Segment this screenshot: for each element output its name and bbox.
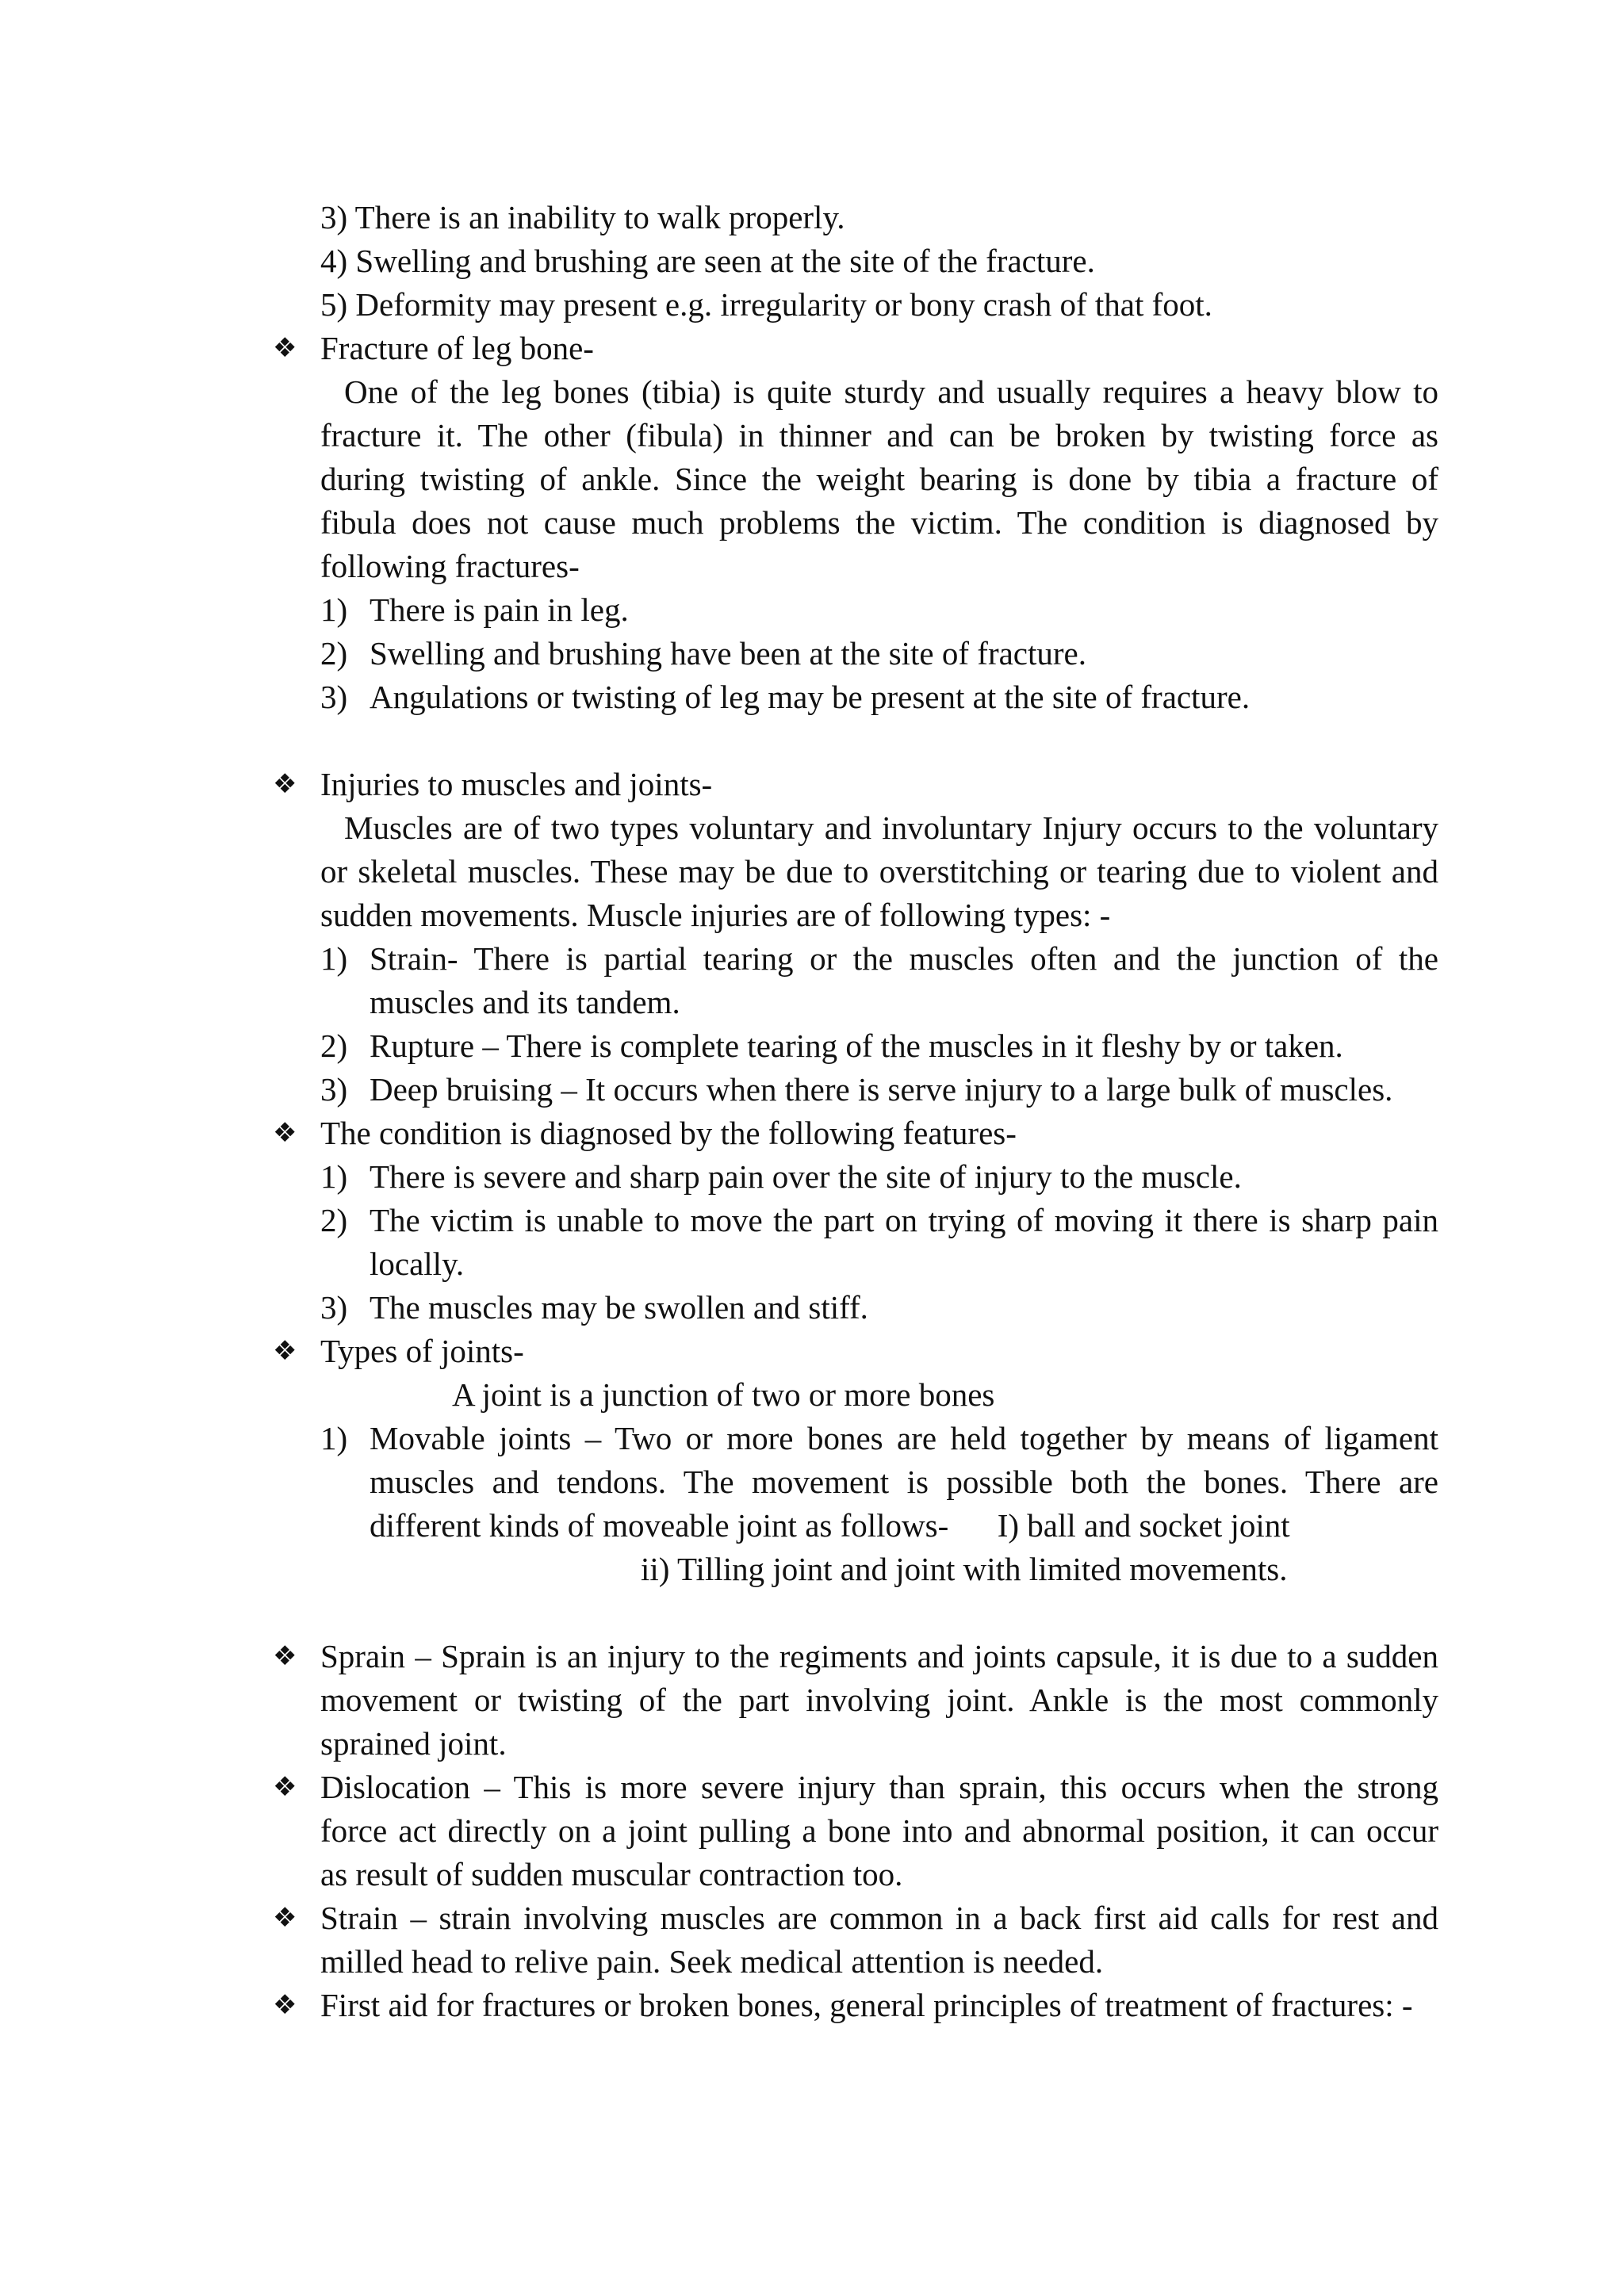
list-item: Rupture – There is complete tearing of the muscles in it fleshy by or taken. [370, 1027, 1343, 1064]
joints-definition: A joint is a junction of two or more bones [452, 1376, 995, 1413]
leg-bone-paragraph-line: following fractures- [320, 548, 580, 584]
dislocation-line: force act directly on a joint pulling a bone into and abnormal position, it can occur [320, 1812, 1438, 1849]
list-number: 3) [320, 1289, 348, 1326]
strain-line: Strain – strain involving muscles are common in a back first aid calls for rest and [320, 1900, 1438, 1936]
list-number: 3) [320, 1071, 348, 1108]
condition-heading: The condition is diagnosed by the following features- [320, 1115, 1017, 1151]
list-item-continuation: different kinds of moveable joint as follows- I) ball and socket joint [370, 1507, 1290, 1544]
list-number: 1) [320, 1420, 348, 1456]
dislocation-line: Dislocation – This is more severe injury than sprain, this occurs when the strong [320, 1769, 1438, 1805]
list-item-continuation: locally. [370, 1246, 465, 1282]
list-item: The muscles may be swollen and stiff. [370, 1289, 868, 1326]
list-number: 1) [320, 1158, 348, 1195]
bullet-icon: ❖ [273, 332, 297, 364]
list-item: Strain- There is partial tearing or the muscles often and the junction of the [370, 940, 1438, 977]
list-item: Angulations or twisting of leg may be present at the site of fracture. [370, 679, 1251, 715]
bullet-icon: ❖ [273, 1902, 297, 1934]
leg-bone-paragraph-line: fibula does not cause much problems the victim. The condition is diagnosed by [320, 504, 1438, 541]
list-number: 3) [320, 679, 348, 715]
muscles-heading: Injuries to muscles and joints- [320, 766, 713, 802]
list-item: There is severe and sharp pain over the site of injury to the muscle. [370, 1158, 1242, 1195]
sprain-line: sprained joint. [320, 1725, 507, 1762]
bullet-icon: ❖ [273, 1640, 297, 1672]
muscles-paragraph-line: or skeletal muscles. These may be due to overstitching or tearing due to violent and [320, 853, 1438, 890]
bullet-icon: ❖ [273, 768, 297, 800]
dislocation-line: as result of sudden muscular contraction too. [320, 1856, 903, 1892]
list-item: Swelling and brushing have been at the site of fracture. [370, 635, 1086, 672]
list-item: Movable joints – Two or more bones are held together by means of ligament [370, 1420, 1438, 1456]
strain-line: milled head to relive pain. Seek medical attention is needed. [320, 1943, 1104, 1980]
list-item-continuation: muscles and its tandem. [370, 984, 680, 1020]
leg-bone-heading: Fracture of leg bone- [320, 330, 594, 366]
bullet-icon: ❖ [273, 1335, 297, 1367]
bullet-icon: ❖ [273, 1117, 297, 1149]
leg-bone-paragraph-line: fracture it. The other (fibula) in thinner and can be broken by twisting force as [320, 417, 1438, 453]
list-item: There is pain in leg. [370, 591, 629, 628]
muscles-paragraph-line: sudden movements. Muscle injuries are of following types: - [320, 897, 1111, 933]
list-item: The victim is unable to move the part on trying of moving it there is sharp pain [370, 1202, 1438, 1238]
muscles-paragraph-line: Muscles are of two types voluntary and involuntary Injury occurs to the voluntary [344, 809, 1438, 846]
first-aid-heading: First aid for fractures or broken bones, general principles of treatment of fractures: - [320, 1987, 1413, 2023]
intro-item-4: 4) Swelling and brushing are seen at the site of the fracture. [320, 243, 1095, 279]
bullet-icon: ❖ [273, 1771, 297, 1803]
list-item-continuation: muscles and tendons. The movement is possible both the bones. There are [370, 1464, 1438, 1500]
list-item-continuation: ii) Tilling joint and joint with limited movements. [641, 1551, 1288, 1587]
sprain-line: movement or twisting of the part involving joint. Ankle is the most commonly [320, 1682, 1438, 1718]
joints-heading: Types of joints- [320, 1333, 524, 1369]
list-number: 2) [320, 635, 348, 672]
list-number: 1) [320, 591, 348, 628]
list-number: 1) [320, 940, 348, 977]
list-number: 2) [320, 1027, 348, 1064]
leg-bone-paragraph-line: during twisting of ankle. Since the weight bearing is done by tibia a fracture of [320, 461, 1438, 497]
intro-item-5: 5) Deformity may present e.g. irregularity or bony crash of that foot. [320, 286, 1212, 323]
bullet-icon: ❖ [273, 1989, 297, 2021]
list-item: Deep bruising – It occurs when there is serve injury to a large bulk of muscles. [370, 1071, 1393, 1108]
leg-bone-paragraph-line: One of the leg bones (tibia) is quite sturdy and usually requires a heavy blow to [344, 373, 1438, 410]
intro-item-3: 3) There is an inability to walk properly. [320, 199, 845, 235]
list-number: 2) [320, 1202, 348, 1238]
sprain-line: Sprain – Sprain is an injury to the regiments and joints capsule, it is due to a sudden [320, 1638, 1438, 1674]
